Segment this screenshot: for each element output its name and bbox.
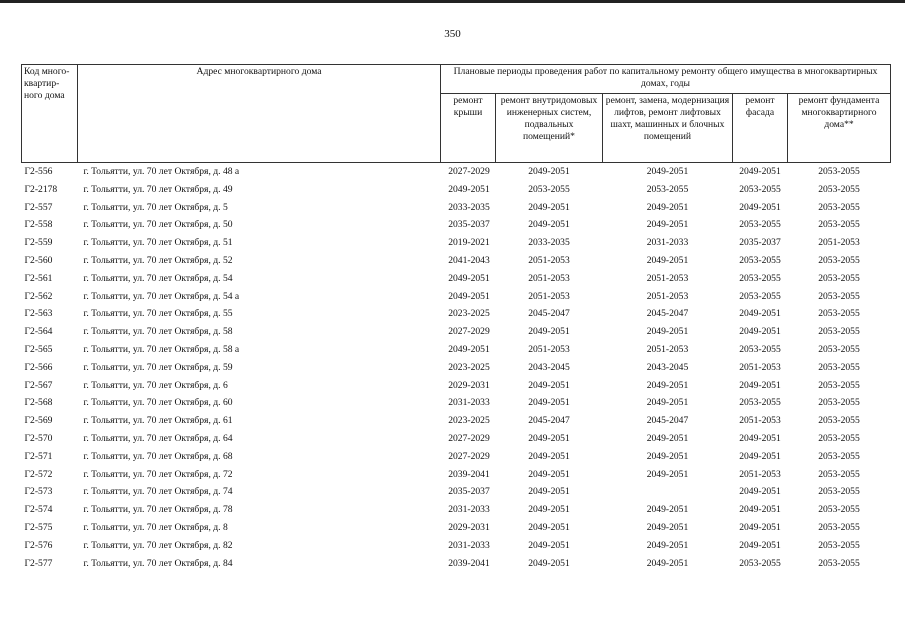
cell-roof: 2027-2029 [448,432,490,444]
cell-code: Г2-2178 [24,183,58,195]
cell-lifts: 2049-2051 [646,468,689,480]
cell-lifts: 2053-2055 [646,183,689,195]
cell-roof: 2023-2025 [448,415,490,427]
table-row [22,252,891,270]
cell-lifts: 2031-2033 [646,237,689,249]
table-row [22,163,891,181]
cell-facade: 2049-2051 [739,326,781,338]
cell-code: Г2-567 [24,379,53,391]
table-row [22,519,891,537]
table-row [22,199,891,217]
cell-foundation: 2051-2053 [818,237,860,249]
cell-lifts: 2049-2051 [646,254,689,266]
cell-foundation: 2053-2055 [818,415,860,427]
page-number: 350 [444,28,461,40]
repair-schedule-table-wrapper [21,64,890,572]
cell-facade: 2049-2051 [739,450,781,462]
header-address: Адрес многоквартирного дома [78,65,441,163]
cell-roof: 2031-2033 [448,539,490,551]
cell-address: г. Тольятти, ул. 70 лет Октября, д. 60 [83,397,233,409]
cell-engineering: 2049-2051 [528,539,570,551]
table-row [22,483,891,501]
cell-code: Г2-573 [24,486,53,498]
cell-address: г. Тольятти, ул. 70 лет Октября, д. 55 [83,308,233,320]
cell-code: Г2-557 [24,201,53,213]
cell-facade: 2053-2055 [739,272,781,284]
table-body [22,163,891,573]
cell-engineering: 2051-2053 [528,290,570,302]
cell-facade: 2053-2055 [739,219,781,231]
cell-code: Г2-556 [24,166,53,177]
cell-roof: 2023-2025 [448,361,490,373]
cell-lifts: 2049-2051 [646,166,689,177]
cell-engineering: 2049-2051 [528,432,570,444]
cell-lifts: 2043-2045 [646,361,689,373]
cell-facade: 2051-2053 [739,415,781,427]
cell-lifts: 2049-2051 [646,201,689,213]
cell-foundation: 2053-2055 [818,432,860,444]
cell-facade: 2049-2051 [739,201,781,213]
cell-roof: 2035-2037 [448,486,490,498]
top-border-rule [0,0,905,3]
cell-facade: 2049-2051 [739,486,781,498]
cell-lifts: 2045-2047 [646,415,689,427]
cell-roof: 2041-2043 [448,254,490,266]
cell-code: Г2-576 [24,539,53,551]
cell-address: г. Тольятти, ул. 70 лет Октября, д. 54 а [83,290,240,302]
cell-code: Г2-572 [24,468,53,480]
cell-foundation: 2053-2055 [818,343,860,355]
table-row [22,181,891,199]
cell-address: г. Тольятти, ул. 70 лет Октября, д. 82 [83,539,233,551]
table-row [22,394,891,412]
cell-foundation: 2053-2055 [818,468,860,480]
cell-roof: 2049-2051 [448,290,490,302]
cell-code: Г2-563 [24,308,53,320]
cell-address: г. Тольятти, ул. 70 лет Октября, д. 68 [83,450,233,462]
cell-engineering: 2043-2045 [528,361,570,373]
cell-foundation: 2053-2055 [818,521,860,533]
cell-code: Г2-564 [24,326,53,338]
cell-engineering: 2049-2051 [528,468,570,480]
cell-code: Г2-568 [24,397,53,409]
cell-facade: 2053-2055 [739,397,781,409]
cell-roof: 2019-2021 [448,237,490,249]
cell-address: г. Тольятти, ул. 70 лет Октября, д. 61 [83,415,233,427]
cell-facade: 2053-2055 [739,254,781,266]
cell-facade: 2035-2037 [739,237,781,249]
cell-roof: 2031-2033 [448,397,490,409]
cell-lifts: 2049-2051 [646,379,689,391]
table-header [22,65,891,163]
cell-code: Г2-574 [24,504,53,516]
cell-lifts: 2049-2051 [646,539,689,551]
cell-code: Г2-558 [24,219,53,231]
cell-engineering: 2049-2051 [528,486,570,498]
cell-foundation: 2053-2055 [818,361,860,373]
table-row [22,341,891,359]
cell-address: г. Тольятти, ул. 70 лет Октября, д. 58 а [83,343,240,355]
cell-address: г. Тольятти, ул. 70 лет Октября, д. 72 [83,468,233,480]
cell-address: г. Тольятти, ул. 70 лет Октября, д. 74 [83,486,233,498]
cell-code: Г2-565 [24,343,53,355]
table-row [22,537,891,555]
cell-foundation: 2053-2055 [818,308,860,320]
cell-address: г. Тольятти, ул. 70 лет Октября, д. 51 [83,237,233,249]
table-row [22,501,891,519]
cell-facade: 2053-2055 [739,183,781,195]
cell-engineering: 2049-2051 [528,504,570,516]
cell-address: г. Тольятти, ул. 70 лет Октября, д. 54 [83,272,233,284]
table-row [22,305,891,323]
cell-engineering: 2049-2051 [528,219,570,231]
cell-roof: 2027-2029 [448,450,490,462]
cell-foundation: 2053-2055 [818,183,860,195]
cell-roof: 2029-2031 [448,379,490,391]
cell-lifts: 2051-2053 [646,272,689,284]
cell-foundation: 2053-2055 [818,539,860,551]
cell-roof: 2027-2029 [448,166,490,177]
header-lifts: ремонт, замена, модернизация лифтов, ремонт лифтовых шахт, машинных и блочных помещений [603,94,733,163]
cell-facade: 2049-2051 [739,432,781,444]
cell-foundation: 2053-2055 [818,219,860,231]
cell-facade: 2049-2051 [739,166,781,177]
cell-foundation: 2053-2055 [818,254,860,266]
header-code: Код много- квартир- ного дома [22,65,78,163]
cell-foundation: 2053-2055 [818,290,860,302]
cell-lifts: 2051-2053 [646,290,689,302]
header-foundation: ремонт фундамента многоквартирного дома** [788,94,891,163]
cell-lifts: 2049-2051 [646,397,689,409]
cell-roof: 2049-2051 [448,272,490,284]
cell-lifts: 2049-2051 [646,450,689,462]
cell-code: Г2-575 [24,521,53,533]
cell-lifts: 2049-2051 [646,504,689,516]
cell-engineering: 2045-2047 [528,308,570,320]
cell-engineering: 2033-2035 [528,237,570,249]
cell-code: Г2-562 [24,290,53,302]
cell-lifts: 2049-2051 [646,432,689,444]
cell-foundation: 2053-2055 [818,272,860,284]
repair-schedule-table [21,64,891,572]
table-row [22,288,891,306]
cell-foundation: 2053-2055 [818,201,860,213]
header-engineering: ремонт внутридомовых инженерных систем, подвальных помещений* [496,94,603,163]
cell-facade: 2053-2055 [739,343,781,355]
cell-address: г. Тольятти, ул. 70 лет Октября, д. 52 [83,254,233,266]
cell-engineering: 2049-2051 [528,521,570,533]
cell-address: г. Тольятти, ул. 70 лет Октября, д. 5 [83,201,228,213]
cell-foundation: 2053-2055 [818,486,860,498]
cell-lifts: 2045-2047 [646,308,689,320]
cell-engineering: 2049-2051 [528,557,570,569]
table-row [22,466,891,484]
cell-code: Г2-560 [24,254,53,266]
cell-foundation: 2053-2055 [818,504,860,516]
cell-address: г. Тольятти, ул. 70 лет Октября, д. 48 а [83,166,240,177]
cell-code: Г2-577 [24,557,53,569]
cell-facade: 2051-2053 [739,468,781,480]
table-row [22,555,891,573]
cell-address: г. Тольятти, ул. 70 лет Октября, д. 6 [83,379,228,391]
cell-address: г. Тольятти, ул. 70 лет Октября, д. 84 [83,557,233,569]
cell-address: г. Тольятти, ул. 70 лет Октября, д. 50 [83,219,233,231]
cell-address: г. Тольятти, ул. 70 лет Октября, д. 78 [83,504,233,516]
cell-facade: 2051-2053 [739,361,781,373]
table-row [22,270,891,288]
cell-facade: 2049-2051 [739,504,781,516]
cell-engineering: 2049-2051 [528,166,570,177]
cell-address: г. Тольятти, ул. 70 лет Октября, д. 59 [83,361,233,373]
cell-facade: 2053-2055 [739,290,781,302]
table-row [22,377,891,395]
cell-roof: 2031-2033 [448,504,490,516]
cell-engineering: 2049-2051 [528,450,570,462]
table-row [22,412,891,430]
cell-code: Г2-566 [24,361,53,373]
cell-facade: 2049-2051 [739,379,781,391]
cell-lifts: 2049-2051 [646,521,689,533]
cell-code: Г2-569 [24,415,53,427]
cell-lifts: 2049-2051 [646,557,689,569]
cell-lifts: 2049-2051 [646,219,689,231]
cell-code: Г2-570 [24,432,53,444]
cell-roof: 2049-2051 [448,343,490,355]
cell-foundation: 2053-2055 [818,557,860,569]
cell-address: г. Тольятти, ул. 70 лет Октября, д. 64 [83,432,233,444]
cell-address: г. Тольятти, ул. 70 лет Октября, д. 8 [83,521,228,533]
cell-engineering: 2051-2053 [528,343,570,355]
cell-address: г. Тольятти, ул. 70 лет Октября, д. 58 [83,326,233,338]
cell-facade: 2053-2055 [739,557,781,569]
cell-roof: 2035-2037 [448,219,490,231]
cell-lifts [603,483,733,501]
cell-lifts: 2051-2053 [646,343,689,355]
table-row [22,430,891,448]
cell-engineering: 2053-2055 [528,183,570,195]
cell-engineering: 2049-2051 [528,397,570,409]
header-periods: Плановые периоды проведения работ по капитальному ремонту общего имущества в многоквартирных домах, годы [441,65,891,94]
cell-lifts: 2049-2051 [646,326,689,338]
cell-roof: 2029-2031 [448,521,490,533]
cell-address: г. Тольятти, ул. 70 лет Октября, д. 49 [83,183,233,195]
header-facade: ремонт фасада [733,94,788,163]
cell-engineering: 2051-2053 [528,272,570,284]
cell-code: Г2-571 [24,450,53,462]
cell-engineering: 2049-2051 [528,201,570,213]
cell-roof: 2033-2035 [448,201,490,213]
table-row [22,359,891,377]
cell-foundation: 2053-2055 [818,450,860,462]
cell-code: Г2-561 [24,272,53,284]
header-roof: ремонт крыши [441,94,496,163]
cell-roof: 2039-2041 [448,557,490,569]
cell-foundation: 2053-2055 [818,166,860,177]
table-row [22,216,891,234]
cell-facade: 2049-2051 [739,521,781,533]
cell-foundation: 2053-2055 [818,397,860,409]
table-row [22,448,891,466]
cell-roof: 2023-2025 [448,308,490,320]
cell-roof: 2027-2029 [448,326,490,338]
cell-engineering: 2045-2047 [528,415,570,427]
cell-engineering: 2049-2051 [528,326,570,338]
table-row [22,234,891,252]
cell-roof: 2039-2041 [448,468,490,480]
cell-foundation: 2053-2055 [818,379,860,391]
cell-engineering: 2051-2053 [528,254,570,266]
cell-foundation: 2053-2055 [818,326,860,338]
cell-code: Г2-559 [24,237,53,249]
cell-roof: 2049-2051 [448,183,490,195]
cell-engineering: 2049-2051 [528,379,570,391]
cell-facade: 2049-2051 [739,539,781,551]
table-row [22,323,891,341]
cell-facade: 2049-2051 [739,308,781,320]
